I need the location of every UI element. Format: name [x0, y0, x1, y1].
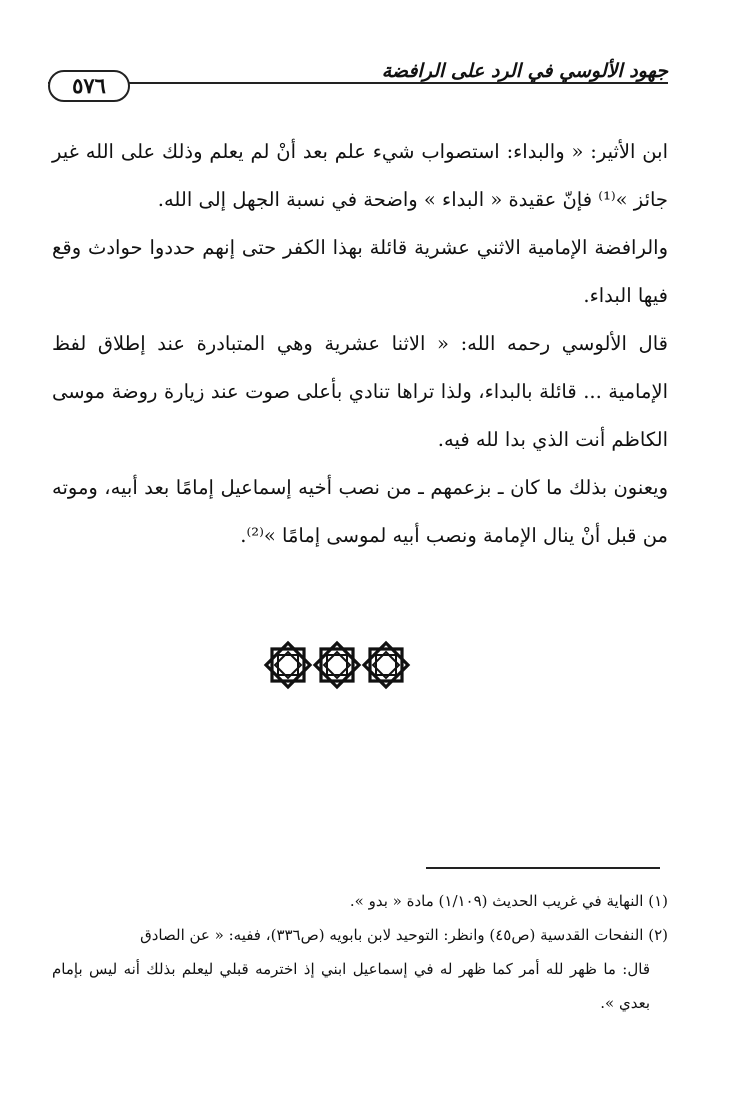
- footnotes: [52, 884, 668, 1020]
- main-text: [52, 128, 668, 560]
- paragraph: والرافضة الإمامية الاثني عشرية قائلة بهذا الكفر حتى إنهم حددوا حوادث وقع فيها البداء.: [52, 236, 668, 307]
- paragraph: ويعنون بذلك ما كان ـ بزعمهم ـ من نصب أخيه إسماعيل إمامًا بعد أبيه، وموته من قبل أنْ ينال الإمامة ونصب أبيه لموسى إمامًا »⁽²⁾.: [52, 476, 668, 547]
- page-number: ٥٧٦: [48, 70, 130, 102]
- triple-star-ornament-icon: [262, 640, 412, 690]
- running-title: جهود الألوسي في الرد على الرافضة: [381, 60, 668, 82]
- header-rule: [48, 82, 668, 84]
- footnote-2-continuation: قال: ما ظهر لله أمر كما ظهر له في إسماعيل ابني إذ اخترمه قبلي ليعلم بذلك أنه ليس بإمام بعدي ».: [52, 960, 650, 1012]
- footnote-2: (٢) النفحات القدسية (ص٤٥) وانظر: التوحيد لابن بابويه (ص٣٣٦)، ففيه: « عن الصادق: [140, 926, 668, 944]
- footnote-1: (١) النهاية في غريب الحديث (١/١٠٩) مادة « بدو ».: [349, 892, 668, 910]
- page-header: [48, 58, 668, 108]
- paragraph: قال الألوسي رحمه الله: « الاثنا عشرية وهي المتبادرة عند إطلاق لفظ الإمامية ... قائلة بالبداء، ولذا تراها تنادي بأعلى صوت عند زيارة روضة موسى الكاظم أنت الذي بدا لله فيه.: [52, 332, 668, 451]
- paragraph: ابن الأثير: « والبداء: استصواب شيء علم بعد أنْ لم يعلم وذلك على الله غير جائز »⁽¹⁾ فإنّ عقيدة « البداء » واضحة في نسبة الجهل إلى الله.: [52, 140, 668, 211]
- footnote-divider: [426, 867, 660, 869]
